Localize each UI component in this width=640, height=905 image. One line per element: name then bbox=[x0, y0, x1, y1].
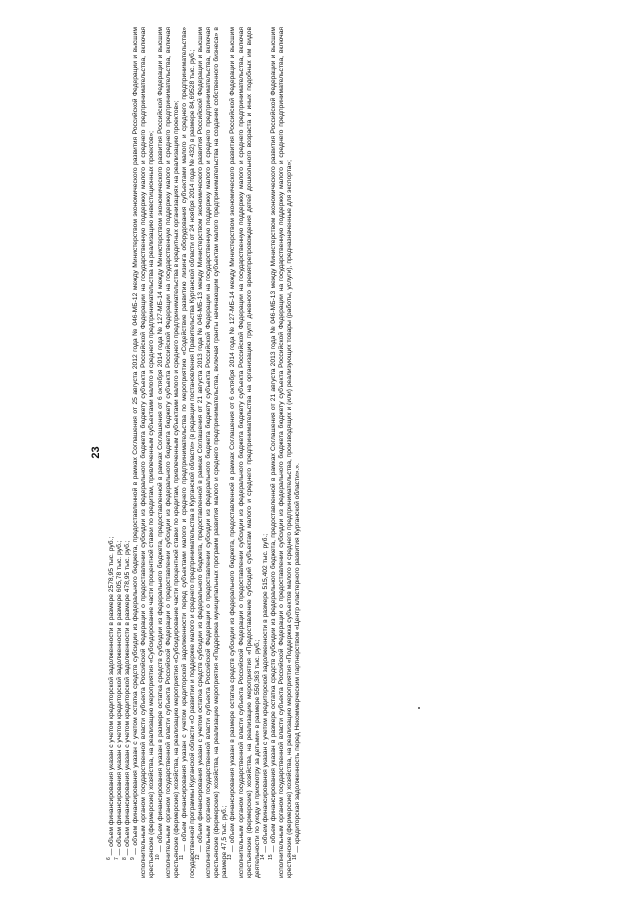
footnote-number: 9 bbox=[130, 857, 137, 860]
footnote bbox=[113, 27, 124, 878]
footnote-number: 11 bbox=[178, 854, 185, 860]
page-number: 23 bbox=[90, 446, 102, 459]
footnote-number: 13 bbox=[227, 854, 234, 860]
footnote-text: — объем финансирования указан с учетом кредиторской задолженности в размере 478,95 тыс. руб.; bbox=[124, 540, 132, 856]
footnote-number: 15 bbox=[267, 854, 274, 860]
footnote bbox=[291, 27, 302, 878]
footnote-text: — объем финансирования указан в размере остатка средств субсидии из федерального бюджета, предоставленной в рамках Соглашения от 6 октября 2014 года № 127-МБ-14 между Министерством экономического развития Российской Федерации и высшим исполнительным органом государственной власти субъекта Российской Федерации о предоставлении субсидии из федерального бюджета бюджету субъекта Российской Федерации на государственную поддержку малого и среднего предпринимательства, включая крестьянские (фермерские) хозяйства, на реализацию мероприятия «Субсидирование части процентной ставки по кредитам, привлеченным субъектами малого и среднего предпринимательства в кредитных организациях на реализацию проектов»; bbox=[156, 27, 180, 878]
footnote bbox=[259, 27, 270, 878]
footnote bbox=[178, 27, 197, 878]
footnote bbox=[229, 27, 261, 878]
footnote-text: — объем финансирования указан в размере остатка средств субсидии из федерального бюджета, предоставленной в рамках Соглашения от 21 августа 2013 года № 046-МБ-13 между Министерством экономического развития Российской Федерации и высшим исполнительным органом государственной власти субъекта Российской Федерации о предоставлении субсидии из федерального бюджета бюджету субъекта Российской Федерации на государственную поддержку малого и среднего предпринимательства, включая крестьянские (фермерские) хозяйства, на реализацию мероприятия «Поддержка субъектов малого и среднего предпринимательства, производящих и (или) реализующих товары (работы, услуги), предназначенные для экспорта»; bbox=[269, 26, 294, 878]
footnote-text: — объем финансирования указан в размере остатка средств субсидии из федерального бюджета, предоставленной в рамках Соглашения от 6 октября 2014 года № 127-МБ-14 между Министерством экономического развития Российской Федерации и высшим исполнительным органом государственной власти субъекта Российской Федерации о предоставлении субсидии из федерального бюджета бюджету субъекта Российской Федерации на государственную поддержку малого и среднего предпринимательства, включая крестьянские (фермерские) хозяйства, на реализацию мероприятия «Предоставление субсидий субъектам малого и среднего предпринимательства на организацию групп дневного времяпрепровождения детей дошкольного возраста и иных подобных им видов деятельности по уходу и присмотру за детьми» в размере 550,363 тыс. руб.; bbox=[229, 27, 261, 878]
footnote-number: 8 bbox=[121, 857, 128, 860]
footnote-number: 12 bbox=[194, 854, 201, 860]
footnote-number: 14 bbox=[259, 854, 266, 860]
footnote-number: 16 bbox=[291, 854, 298, 860]
footnote bbox=[154, 27, 181, 878]
footnote-text: — объем финансирования указан с учетом кредиторской задолженности в размере 605,78 тыс. руб.; bbox=[116, 540, 124, 856]
footnote bbox=[267, 26, 294, 878]
footnote-text: — объем финансирования указан с учетом остатка средств субсидии из федерального бюджета, предоставленной в рамках Соглашения от 21 августа 2013 года № 046-МБ-13 между Министерством экономического развития Российской Федерации и высшим исполнительным органом государственной власти субъекта Российской Федерации о предоставлении субсидии из федерального бюджета бюджету субъекта Российской Федерации на государственную поддержку малого и среднего предпринимательства, включая крестьянские (фермерские) хозяйства, на реализацию мероприятия «Поддержка муниципальных программ развития малого и среднего предпринимательства, включая гранты начинающим субъектам малого предпринимательства на создание собственного бизнеса» в размере 47,5 тыс. руб.; bbox=[197, 27, 229, 878]
footnote-number: 7 bbox=[113, 857, 120, 860]
footnote-number: 10 bbox=[154, 854, 161, 860]
footnote-text: — объем финансирования указан с учетом кредиторской задолженности в размере 515,402 тыс. руб.; bbox=[261, 533, 269, 853]
footnote bbox=[194, 27, 229, 878]
footnote-text: — объем финансирования указан с учетом остатка средств субсидии из федерального бюджета, предоставленной в рамках Соглашения от 25 августа 2012 года № 046-МБ-12 между Министерством экономического развития Российской Федерации и высшим исполнительным органом государственной власти субъекта Российской Федерации о предоставлении субсидии из федерального бюджета бюджету субъекта Российской Федерации на государственную поддержку малого и среднего предпринимательства, включая крестьянские (фермерские) хозяйства, на реализацию мероприятия «Субсидирование части процентной ставки по кредитам, привлеченным субъектами малого и среднего предпринимательства на реализацию инвестиционных проектов»; bbox=[132, 26, 156, 878]
footnote-number: 6 bbox=[105, 857, 112, 860]
footnote-text: — кредиторская задолженность перед Некоммерческим партнерством «Центр кластерного развития Курганской области».». bbox=[294, 463, 302, 853]
scan-speck bbox=[418, 707, 420, 709]
footnotes-list bbox=[105, 26, 540, 878]
footnote bbox=[132, 27, 156, 878]
rotated-text-block bbox=[90, 15, 540, 890]
footnote-text: — объем финансирования указан с учетом кредиторской задолженности в размере 2578,95 тыс. руб.; bbox=[108, 536, 115, 856]
footnote-text: — объем финансирования указан с учетом кредиторской задолженности перед субъектами малого и среднего предпринимательства по мероприятию «Содействие развитию лизинга оборудования субъектами малого и среднего предпринимательства» государственной программы Курганской области «О развитии и поддержке малого и среднего предпринимательства в Курганской области» (в редакции постановления Правительства Курганской области от 24 ноября 2014 года № 432) в размере 84,69528 тыс. руб.; bbox=[180, 27, 196, 878]
footnote bbox=[105, 27, 116, 878]
